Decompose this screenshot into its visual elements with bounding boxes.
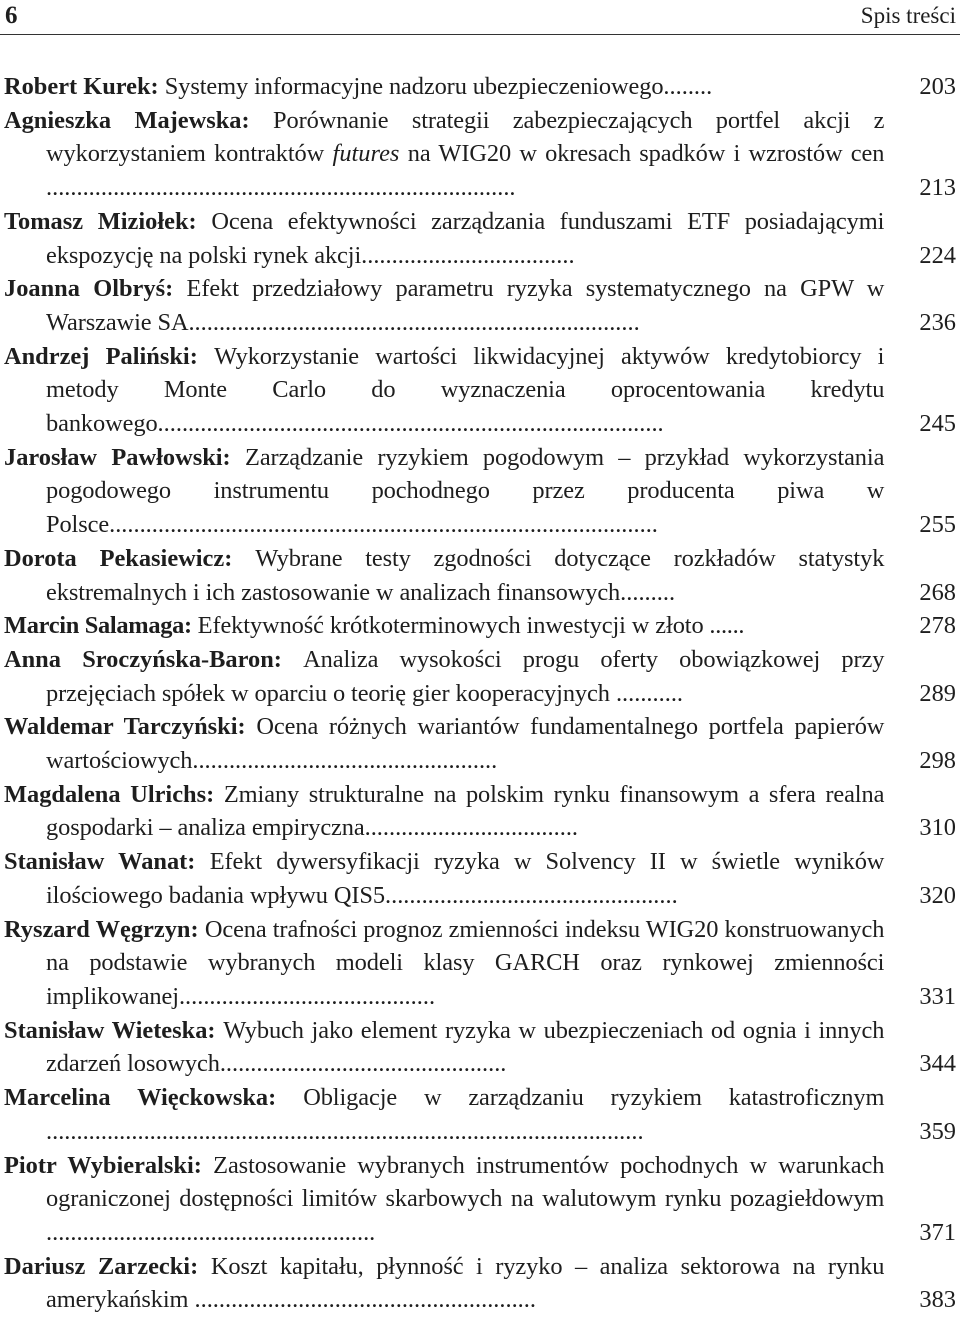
page-header — [0, 0, 960, 35]
toc-leader: ............................................... — [219, 1050, 507, 1078]
toc-page-number: 278 — [919, 612, 956, 640]
toc-title: Efekt przedziałowy parametru ryzyka systematycznego na GPW w Warszawie SA — [46, 275, 885, 336]
toc-title: Systemy informacyjne nadzoru ubezpieczeniowego — [164, 73, 664, 100]
toc-author: Jarosław Pawłowski: — [4, 443, 231, 471]
toc-entry[interactable] — [4, 845, 956, 912]
toc-entry-text — [4, 1149, 884, 1250]
toc-leader: ................................... — [361, 241, 575, 269]
toc-entry[interactable] — [4, 1014, 956, 1081]
toc-page-number: 359 — [919, 1117, 956, 1145]
toc-author: Waldemar Tarczyński: — [4, 713, 246, 741]
toc-entry[interactable] — [4, 272, 956, 339]
toc-page-number: 320 — [919, 881, 956, 909]
toc-title: Efekt dywersyfikacji ryzyka w Solvency II w świetle wyników ilościowego badania wpływu QIS5 — [46, 848, 885, 909]
toc-page-number: 289 — [919, 679, 956, 707]
toc-author: Marcin Salamaga: — [4, 612, 192, 640]
toc-author: Dorota Pekasiewicz: — [4, 544, 233, 572]
toc-entry-text — [4, 1250, 884, 1317]
toc-title: Ocena trafności prognoz zmienności indeksu WIG20 konstruowanych na podstawie wybranych modeli klasy GARCH oraz rynkowej zmienności implikowanej — [46, 915, 885, 1010]
toc-entry-text — [4, 778, 884, 845]
toc-entry-text — [4, 272, 884, 339]
toc-author: Joanna Olbryś: — [4, 275, 174, 303]
toc-entry[interactable] — [4, 643, 956, 710]
toc-title: Koszt kapitału, płynność i ryzyko – analiza sektorowa na rynku amerykańskim — [46, 1252, 885, 1314]
toc-page-number: 310 — [919, 814, 956, 842]
toc-author: Stanisław Wieteska: — [4, 1016, 216, 1044]
toc-title: Zmiany strukturalne na polskim rynku finansowym a sfera realna gospodarki – analiza empiryczna — [46, 780, 885, 842]
toc-entry-text — [4, 340, 884, 441]
toc-entry-text — [4, 205, 884, 272]
toc-leader: ................................................ — [385, 881, 678, 909]
toc-leader: .................................................................................................. — [46, 1117, 644, 1145]
toc-author: Tomasz Miziołek: — [4, 207, 197, 235]
toc-page-number: 298 — [919, 747, 956, 775]
toc-title: Obligacje w zarządzaniu ryzykiem katastroficznym — [303, 1084, 885, 1112]
toc-entry[interactable] — [4, 710, 956, 777]
toc-author: Robert Kurek: — [4, 73, 159, 100]
running-title: Spis treści — [860, 3, 956, 28]
toc-entry-text — [4, 104, 884, 205]
toc-page-number: 268 — [919, 578, 956, 606]
toc-entry[interactable] — [4, 205, 956, 272]
toc-leader: .......................................................................... — [188, 308, 640, 336]
toc-entry-text — [4, 609, 884, 643]
toc-entry[interactable] — [4, 542, 956, 609]
toc-leader: ...... — [703, 612, 745, 640]
toc-title: Zarządzanie ryzykiem pogodowym – przykład wykorzystania pogodowego instrumentu pochodnego przez producenta piwa w Polsce — [46, 443, 885, 539]
toc-leader: .................................................. — [192, 747, 498, 775]
toc-page-number: 255 — [919, 511, 956, 539]
toc-author: Magdalena Ulrichs: — [4, 780, 215, 808]
toc-title-italic: futures — [332, 140, 400, 168]
toc-page-number: 331 — [919, 982, 956, 1010]
toc-title-part: Porównanie strategii zabezpieczających portfel akcji z wykorzystaniem kontraktów — [46, 106, 885, 168]
page-number: 6 — [5, 2, 18, 29]
toc-page-number: 203 — [919, 73, 956, 100]
toc-entry[interactable] — [4, 913, 956, 1014]
toc-page-number: 236 — [919, 308, 956, 336]
toc-entry[interactable] — [4, 609, 956, 643]
toc-page-number: 371 — [919, 1218, 956, 1246]
toc-entry-text — [4, 1081, 884, 1148]
toc-page-number: 213 — [919, 174, 956, 202]
toc-entry-text — [4, 1014, 884, 1081]
toc-page-number: 245 — [919, 410, 956, 438]
toc-entry[interactable] — [4, 70, 956, 104]
toc-title: Ocena efektywności zarządzania funduszami ETF posiadającymi ekspozycję na polski rynek akcji — [46, 207, 885, 269]
toc-leader: ...................................................... — [46, 1218, 376, 1246]
toc-title: Wykorzystanie wartości likwidacyjnej aktywów kredytobiorcy i metody Monte Carlo do wyznaczenia oprocentowania kredytu bankowego — [46, 342, 885, 438]
toc-entry[interactable] — [4, 1149, 956, 1250]
toc-author: Dariusz Zarzecki: — [4, 1252, 199, 1280]
toc-leader: .......................................................................................... — [109, 511, 658, 539]
toc-title: na WIG20 w okresach spadków i wzrostów cen — [407, 140, 885, 168]
toc-page-number: 383 — [919, 1286, 956, 1314]
toc-leader: ......... — [620, 578, 676, 606]
toc-title: Efektywność krótkoterminowych inwestycji w złoto — [197, 612, 704, 640]
toc-author: Marcelina Więckowska: — [4, 1084, 277, 1112]
toc-entry[interactable] — [4, 441, 956, 542]
toc-author: Ryszard Węgrzyn: — [4, 915, 199, 943]
toc-entry-text — [4, 643, 884, 710]
toc-page-number: 344 — [919, 1050, 956, 1078]
toc-author: Andrzej Paliński: — [4, 342, 198, 370]
toc-leader: ........................................................ — [188, 1286, 536, 1314]
toc-entry-text — [4, 913, 884, 1014]
toc-entry-text — [4, 710, 884, 777]
toc-leader: ................................... — [364, 814, 579, 842]
toc-entry-text — [4, 441, 884, 542]
toc-entry[interactable] — [4, 104, 956, 205]
toc-leader: ........... — [609, 679, 684, 707]
toc-author: Stanisław Wanat: — [4, 848, 196, 876]
toc-author: Agnieszka Majewska: — [4, 106, 250, 134]
toc-author: Piotr Wybieralski: — [4, 1151, 202, 1179]
toc-entry-text — [4, 845, 884, 912]
toc-title: Wybrane testy zgodności dotyczące rozkładów statystyk ekstremalnych i ich zastosowanie w analizach finansowych — [46, 544, 885, 606]
toc-title: Ocena różnych wariantów fundamentalnego portfela papierów wartościowych — [46, 713, 885, 775]
toc-title: Analiza wysokości progu oferty obowiązkowej przy przejęciach spółek w oparciu o teorię gier kooperacyjnych — [46, 645, 885, 707]
toc-leader: ................................................................................... — [157, 410, 664, 438]
toc-leader: ........ — [663, 73, 713, 100]
toc-author: Anna Sroczyńska-Baron: — [4, 645, 282, 673]
toc-leader: ............................................................................. — [46, 174, 516, 202]
toc-entry[interactable] — [4, 1081, 956, 1148]
table-of-contents — [4, 70, 956, 1317]
toc-entry[interactable] — [4, 778, 956, 845]
toc-title: Wybuch jako element ryzyka w ubezpieczeniach od ognia i innych zdarzeń losowych — [46, 1016, 885, 1078]
toc-leader: .......................................... — [178, 982, 436, 1010]
toc-entry-text — [4, 70, 884, 104]
toc-entry[interactable] — [4, 340, 956, 441]
toc-page-number: 224 — [919, 241, 956, 269]
toc-title: Zastosowanie wybranych instrumentów pochodnych w warunkach ograniczonej dostępności limitów skarbowych na walutowym rynku pozagiełdowym — [46, 1151, 885, 1213]
toc-entry[interactable] — [4, 1250, 956, 1317]
toc-entry-text — [4, 542, 884, 609]
